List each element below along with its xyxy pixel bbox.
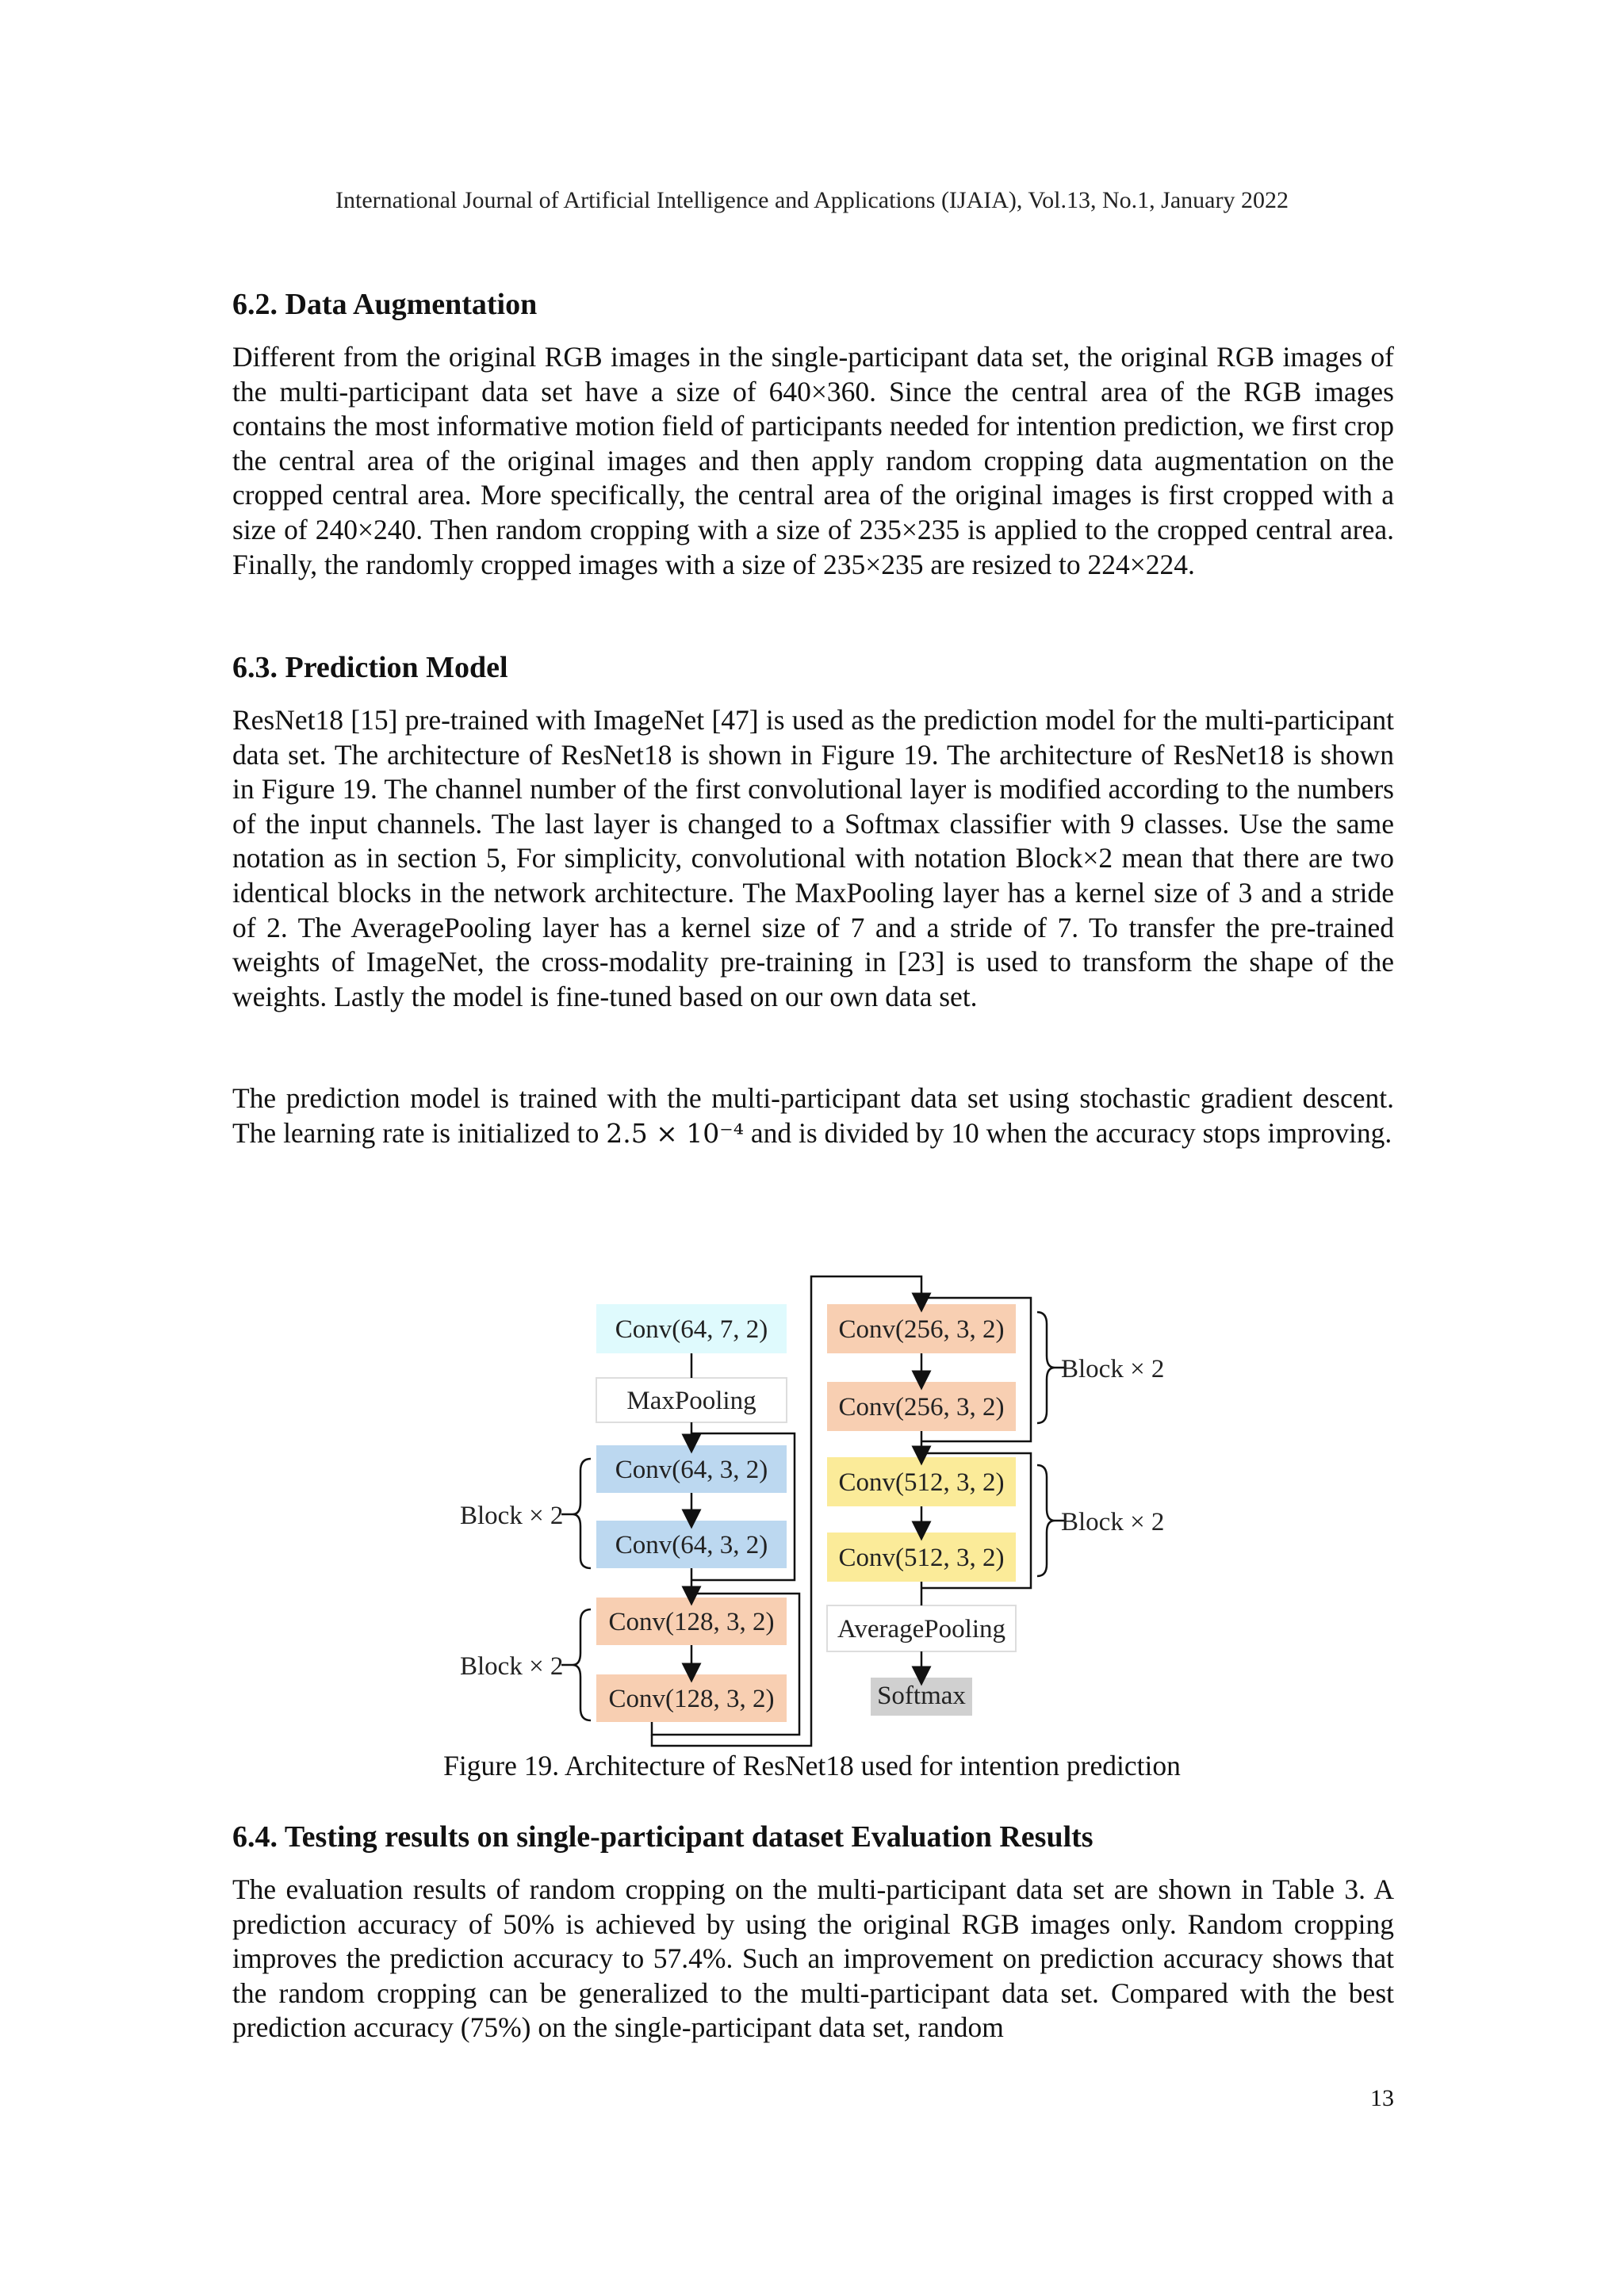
section-heading-6-3: 6.3. Prediction Model <box>232 651 508 684</box>
left-box-conv64-7 <box>596 1304 787 1353</box>
brace-right-conv512 <box>1037 1465 1064 1576</box>
paragraph-data-augmentation: Different from the original RGB images in the single-participant data set, the original RGB images of the multi-participant data set have a size of 640×360. Since the central area of the RGB images contains the most informative motion field of participants needed for intention prediction, we first crop the central area of the original images and then apply random cropping data augmentation on the cropped central area. More specifically, the central area of the original images is first cropped with a size of 240×240. Then random cropping with a size of 235×235 is applied to the cropped central area. Finally, the randomly cropped images with a size of 235×235 are resized to 224×224. <box>232 341 1394 580</box>
svg-text:AveragePooling: AveragePooling <box>837 1615 1006 1644</box>
svg-text:Conv(64, 7, 2): Conv(64, 7, 2) <box>615 1315 768 1344</box>
svg-text:Conv(64, 3, 2): Conv(64, 3, 2) <box>615 1456 768 1484</box>
right-box-conv256-a <box>827 1304 1016 1353</box>
section-heading-6-4: 6.4. Testing results on single-participant dataset Evaluation Results <box>232 1820 1094 1854</box>
svg-text:Conv(64, 3, 2): Conv(64, 3, 2) <box>615 1531 768 1559</box>
svg-text:Conv(128, 3, 2): Conv(128, 3, 2) <box>608 1685 775 1713</box>
svg-text:MaxPooling: MaxPooling <box>626 1387 756 1415</box>
left-box-conv128-b <box>596 1674 787 1722</box>
paragraph-prediction-model: ResNet18 [15] pre-trained with ImageNet [47] is used as the prediction model for the multi-participant data set. The architecture of ResNet18 is shown in Figure 19. The architecture of ResNet18 is shown in Figure 19. The channel number of the first convolutional layer is modified according to the numbers of the input channels. The last layer is changed to a Softmax classifier with 9 classes. Use the same notation as in section 5, For simplicity, convolutional with notation Block×2 mean that there are two identical blocks in the network architecture. The MaxPooling layer has a kernel size of 3 and a stride of 2. The AveragePooling layer has a kernel size of 7 and a stride of 7. To transfer the pre-trained weights of ImageNet, the cross-modality pre-training in [23] is used to transform the shape of the weights. Lastly the model is fine-tuned based on our own data set. <box>232 704 1394 1012</box>
right-box-conv512-a <box>827 1457 1016 1506</box>
svg-text:Conv(256, 3, 2): Conv(256, 3, 2) <box>838 1393 1005 1422</box>
right-box-conv512-b <box>827 1533 1016 1582</box>
running-header: International Journal of Artificial Intelligence and Applications (IJAIA), Vol.13, No.1, January 2022 <box>335 187 1289 213</box>
svg-text:Softmax: Softmax <box>877 1682 966 1710</box>
block-label-conv256: Block × 2 <box>1061 1355 1165 1383</box>
svg-text:Conv(512, 3, 2): Conv(512, 3, 2) <box>838 1544 1005 1572</box>
page-number: 13 <box>1370 2085 1394 2111</box>
block-label-conv64: Block × 2 <box>460 1502 564 1530</box>
brace-left-conv128 <box>561 1609 591 1720</box>
right-box-averagepooling <box>827 1605 1016 1651</box>
figure-caption: Figure 19. Architecture of ResNet18 used for intention prediction <box>443 1750 1181 1781</box>
right-box-softmax <box>871 1678 972 1716</box>
left-box-maxpooling <box>596 1378 787 1422</box>
left-box-conv64-a <box>596 1445 787 1493</box>
left-box-conv64-b <box>596 1521 787 1568</box>
block-label-conv512: Block × 2 <box>1061 1508 1165 1536</box>
svg-text:Conv(128, 3, 2): Conv(128, 3, 2) <box>608 1608 775 1636</box>
paragraph-evaluation-results: The evaluation results of random cropping on the multi-participant data set are shown in Table 3. A prediction accuracy of 50% is achieved by using the original RGB images only. Random cropping improves the prediction accuracy to 57.4%. Such an improvement on prediction accuracy shows that the random cropping can be generalized to the multi-participant data set. Compared with the best prediction accuracy (75%) on the single-participant data set, random <box>232 1873 1394 2044</box>
section-heading-6-2: 6.2. Data Augmentation <box>232 288 538 321</box>
brace-right-conv256 <box>1037 1312 1064 1423</box>
right-box-conv256-b <box>827 1382 1016 1431</box>
block-label-conv128: Block × 2 <box>460 1652 564 1681</box>
training-text-before: The prediction model is trained with the multi-participant data set using stochastic gradient descent. The learning rate is initialized to <box>232 1082 1394 1149</box>
left-box-conv128-a <box>596 1598 787 1645</box>
training-text-after: and is divided by 10 when the accuracy stops improving. <box>750 1116 1392 1149</box>
learning-rate-formula: 2.5 × 10⁻⁴ <box>606 1117 744 1149</box>
svg-text:Conv(256, 3, 2): Conv(256, 3, 2) <box>838 1315 1005 1344</box>
brace-left-conv64 <box>561 1459 591 1568</box>
svg-text:Conv(512, 3, 2): Conv(512, 3, 2) <box>838 1468 1005 1497</box>
